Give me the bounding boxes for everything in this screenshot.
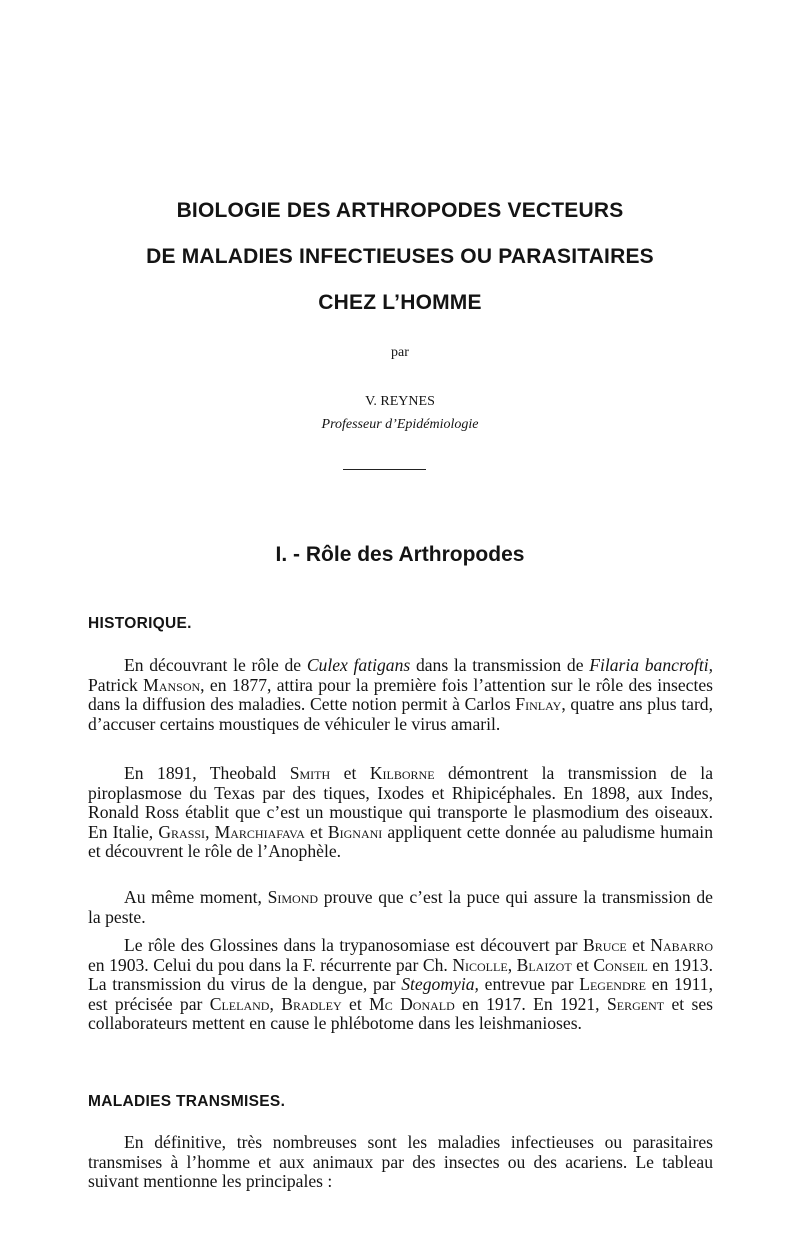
historique-paragraph-2: En 1891, Theobald Smith et Kilborne démontrent la transmission de la piroplasmose du Texas par des tiques, Ixodes et Rhipicéphales. En 1898, aux Indes, Ronald Ross établit que c’est un moustique qui transporte le plasmodium des oiseaux. En Italie, Grassi, Marchiafava et Bignani appliquent cette donnée au paludisme humain et découvrent le rôle de l’Anophèle. <box>88 763 714 862</box>
historique-heading: HISTORIQUE. <box>88 615 192 632</box>
author-name: V. REYNES <box>365 394 435 409</box>
historique-paragraph-3: Au même moment, Simond prouve que c’est la puce qui assure la transmission de la peste. <box>88 887 713 927</box>
historique-paragraph-1: En découvrant le rôle de Culex fatigans dans la transmission de Filaria bancrofti, Patrick Manson, en 1877, attira pour la première fois l’attention sur le rôle des insectes dans la diffusion des maladies. Cette notion permit à Carlos Finlay, quatre ans plus tard, d’accuser certains moustiques de véhiculer le virus amaril. <box>88 655 713 734</box>
title-line-3: CHEZ L’HOMME <box>318 291 482 314</box>
maladies-heading: MALADIES TRANSMISES. <box>88 1093 286 1110</box>
byline-par: par <box>391 345 409 360</box>
title-line-1: BIOLOGIE DES ARTHROPODES VECTEURS <box>176 199 624 222</box>
section-title: I. - Rôle des Arthropodes <box>275 543 525 566</box>
maladies-paragraph-1: En définitive, très nombreuses sont les maladies infectieuses ou parasitaires transmises à l’homme et aux animaux par des insectes ou des acariens. Le tableau suivant mentionne les principales : <box>88 1132 713 1192</box>
title-line-2: DE MALADIES INFECTIEUSES OU PARASITAIRES <box>146 245 654 268</box>
historique-paragraph-4: Le rôle des Glossines dans la trypanosomiase est découvert par Bruce et Nabarro en 1903. Celui du pou dans la F. récurrente par Ch. Nicolle, Blaizot et Conseil en 1913. La transmission du virus de la dengue, par Stegomyia, entrevue par Legendre en 1911, est précisée par Cleland, Bradley et Mc Donald en 1917. En 1921, Sergent et ses collaborateurs mettent en cause le phlébotome dans les leishmanioses. <box>88 935 714 1034</box>
author-affiliation: Professeur d’Epidémiologie <box>321 417 479 432</box>
divider-rule <box>343 469 426 470</box>
